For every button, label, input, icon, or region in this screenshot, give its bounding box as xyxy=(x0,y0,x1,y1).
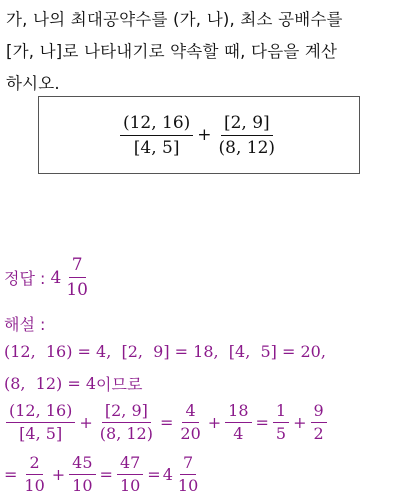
solution-line-4 xyxy=(4,454,203,495)
sol3-fraction-c xyxy=(177,402,203,443)
answer-denominator: 10 xyxy=(66,280,88,300)
solution-line-4-math xyxy=(4,454,203,495)
solution-line-3-math xyxy=(4,402,329,443)
answer-value xyxy=(50,255,92,300)
fraction-2-denominator: (8, 12) xyxy=(218,137,276,158)
sol4-a-denominator: 10 xyxy=(24,476,45,495)
sol3-c-denominator: 20 xyxy=(180,424,201,443)
sol3-d-denominator: 4 xyxy=(233,424,244,443)
plus-sign: + xyxy=(293,413,307,432)
fraction-2-numerator: [2, 9] xyxy=(221,113,273,136)
sol3-a-denominator: [4, 5] xyxy=(19,424,63,443)
plus-sign: + xyxy=(79,413,93,432)
sol3-e-numerator: 1 xyxy=(273,402,289,423)
fraction-1-numerator: (12, 16) xyxy=(120,113,193,136)
solution-line-2-math: (8, 12) = 4 xyxy=(4,374,97,393)
equals-sign: = xyxy=(4,465,18,484)
solution-line-2-text: 이므로 xyxy=(96,375,143,394)
sol3-d-numerator: 18 xyxy=(225,402,251,423)
answer-label: 정답 : xyxy=(4,269,51,288)
fraction-2 xyxy=(216,113,279,158)
problem-line-2: [가, 나]로 나타내기로 약속할 때, 다음을 계산 xyxy=(6,42,338,61)
sol4-fraction-b xyxy=(69,454,95,495)
sol3-fraction-a xyxy=(6,402,75,443)
solution-line-1 xyxy=(4,342,326,361)
sol3-c-numerator: 4 xyxy=(182,402,198,423)
sol3-fraction-e xyxy=(273,402,289,443)
expression-box xyxy=(38,96,360,174)
answer-line xyxy=(4,255,93,300)
solution-line-2 xyxy=(4,372,142,395)
problem-line-3: 하시오. xyxy=(6,74,60,93)
expression xyxy=(118,113,280,158)
sol3-fraction-f xyxy=(311,402,327,443)
solution-label: 해설 : xyxy=(4,315,46,334)
equals-sign: = xyxy=(99,465,113,484)
plus-sign: + xyxy=(207,413,222,432)
sol4-fraction-d xyxy=(175,454,201,495)
equals-sign: = xyxy=(255,413,269,432)
sol3-b-denominator: (8, 12) xyxy=(99,424,153,443)
problem-text xyxy=(6,4,396,100)
sol4-fraction-c xyxy=(117,454,143,495)
sol3-b-numerator: [2, 9] xyxy=(102,402,151,423)
answer-whole: 4 xyxy=(50,267,62,288)
plus-sign: + xyxy=(197,125,212,145)
sol3-e-denominator: 5 xyxy=(275,424,287,443)
plus-sign: + xyxy=(51,465,66,484)
problem-line-1: 가, 나의 최대공약수를 (가, 나), 최소 공배수를 xyxy=(6,10,343,29)
fraction-1 xyxy=(120,113,193,158)
sol3-fraction-d xyxy=(225,402,251,443)
sol3-a-numerator: (12, 16) xyxy=(6,402,75,423)
sol4-fraction-a xyxy=(21,454,47,495)
sol4-whole: 4 xyxy=(162,465,173,484)
sol3-f-denominator: 2 xyxy=(313,424,324,443)
answer-numerator: 7 xyxy=(69,255,86,278)
sol4-d-numerator: 7 xyxy=(180,454,196,475)
fraction-1-denominator: [4, 5] xyxy=(133,137,180,158)
solution-line-1-text: (12, 16) = 4, [2, 9] = 18, [4, 5] = 20, xyxy=(4,342,326,361)
sol4-a-numerator: 2 xyxy=(26,454,42,475)
equals-sign: = xyxy=(159,413,174,432)
answer-fraction xyxy=(63,255,91,300)
sol4-b-denominator: 10 xyxy=(72,476,93,495)
equals-sign: = xyxy=(147,465,161,484)
solution-line-3 xyxy=(4,402,329,443)
sol4-c-numerator: 47 xyxy=(117,454,143,475)
sol3-f-numerator: 9 xyxy=(311,402,327,423)
sol4-d-denominator: 10 xyxy=(177,476,199,495)
sol3-fraction-b xyxy=(97,402,156,443)
sol4-b-numerator: 45 xyxy=(69,454,95,475)
sol4-c-denominator: 10 xyxy=(119,476,141,495)
